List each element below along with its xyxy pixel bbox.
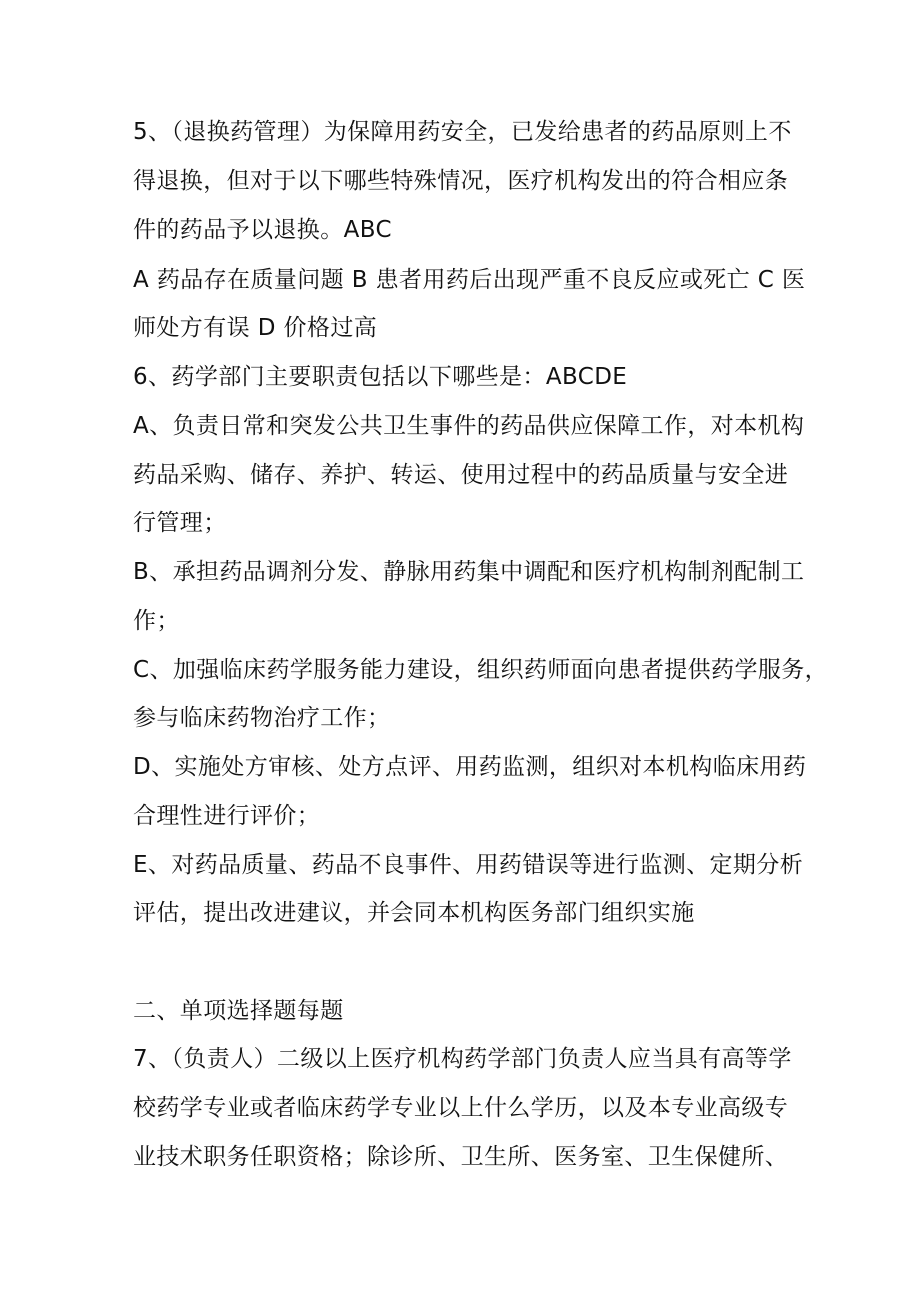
section-heading: 二、单项选择题每题 [133,998,344,1024]
q6-line-1: 6、药学部门主要职责包括以下哪些是：ABCDE [133,364,628,390]
q6-option-b-line-2: 作； [133,608,180,634]
q6-option-a-line-2: 药品采购、储存、养护、转运、使用过程中的药品质量与安全进 [133,462,789,488]
q6-option-d-line-2: 合理性进行评价； [133,803,321,829]
q5-line-1: 5、（退换药管理）为保障用药安全，已发给患者的药品原则上不 [133,119,792,145]
q6-option-a-line-1: A、负责日常和突发公共卫生事件的药品供应保障工作，对本机构 [133,413,805,439]
q6-option-e-line-2: 评估，提出改进建议，并会同本机构医务部门组织实施 [133,900,695,926]
q6-option-a-line-3: 行管理； [133,510,227,536]
q7-line-2: 校药学专业或者临床药学专业以上什么学历，以及本专业高级专 [133,1095,789,1121]
q7-line-1: 7、（负责人）二级以上医疗机构药学部门负责人应当具有高等学 [133,1046,792,1072]
q5-options-line-1: A 药品存在质量问题 B 患者用药后出现严重不良反应或死亡 C 医 [133,267,806,293]
q7-line-3: 业技术职务任职资格；除诊所、卫生所、医务室、卫生保健所、 [133,1144,789,1170]
q6-option-d-line-1: D、实施处方审核、处方点评、用药监测，组织对本机构临床用药 [133,754,807,780]
q6-option-b-line-1: B、承担药品调剂分发、静脉用药集中调配和医疗机构制剂配制工 [133,559,805,585]
q5-line-2: 得退换，但对于以下哪些特殊情况，医疗机构发出的符合相应条 [133,168,789,194]
q5-options-line-2: 师处方有误 D 价格过高 [133,315,378,341]
q6-option-e-line-1: E、对药品质量、药品不良事件、用药错误等进行监测、定期分析 [133,852,804,878]
q6-option-c-line-2: 参与临床药物治疗工作； [133,705,391,731]
q5-line-3: 件的药品予以退换。ABC [133,217,392,243]
q6-option-c-line-1: C、加强临床药学服务能力建设，组织药师面向患者提供药学服务， [133,657,829,683]
